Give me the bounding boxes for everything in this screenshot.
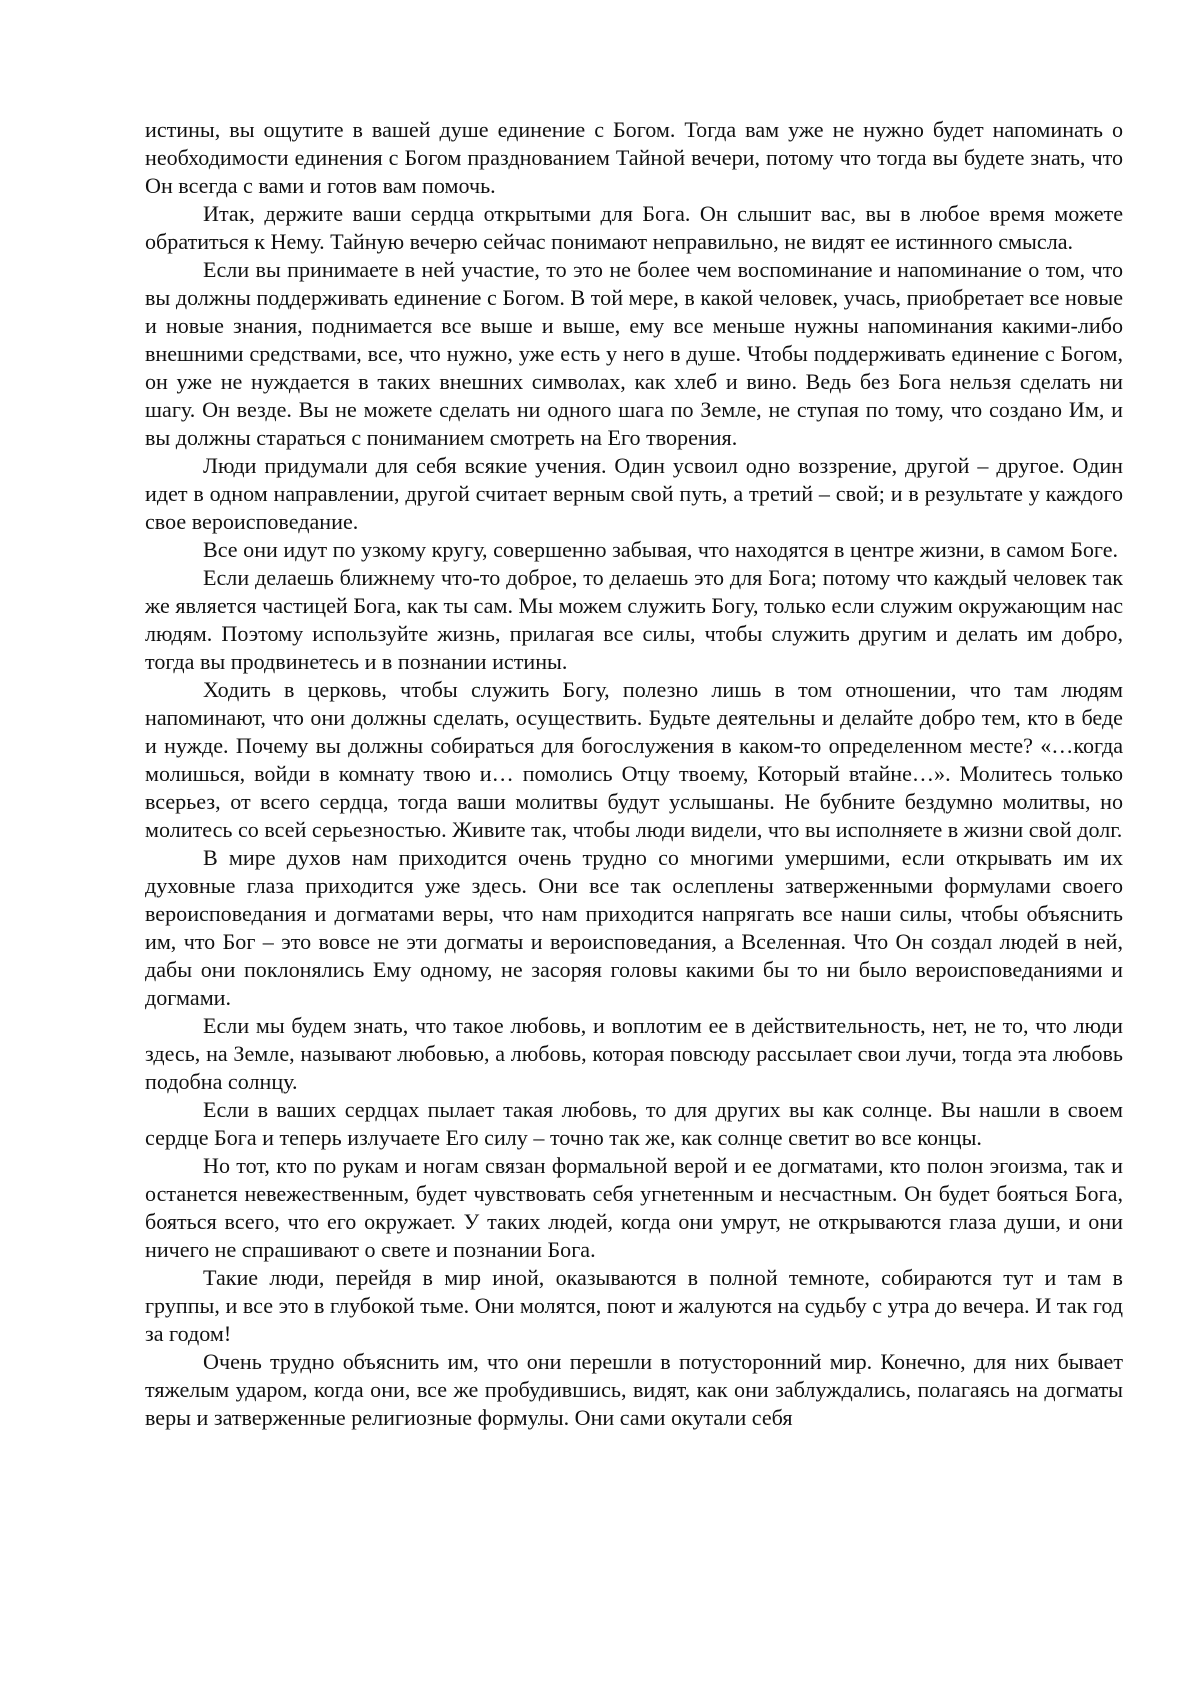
paragraph: Люди придумали для себя всякие учения. Один усвоил одно воззрение, другой – другое. Один идет в одном направлении, другой считает верным свой путь, а третий – свой; и в результате у каждого свое вероисповедание. bbox=[145, 453, 1123, 534]
paragraph: Такие люди, перейдя в мир иной, оказываются в полной темноте, собираются тут и там в группы, и все это в глубокой тьме. Они молятся, поют и жалуются на судьбу с утра до вечера. И так год за годом! bbox=[145, 1265, 1123, 1346]
paragraph: Если делаешь ближнему что-то доброе, то делаешь это для Бога; потому что каждый человек так же является частицей Бога, как ты сам. Мы можем служить Богу, только если служим окружающим нас людям. Поэтому используйте жизнь, прилагая все силы, чтобы служить другим и делать им добро, тогда вы продвинетесь и в познании истины. bbox=[145, 565, 1123, 674]
paragraph: Если в ваших сердцах пылает такая любовь, то для других вы как солнце. Вы нашли в своем сердце Бога и теперь излучаете Его силу – точно так же, как солнце светит во все концы. bbox=[145, 1097, 1123, 1150]
paragraph: Но тот, кто по рукам и ногам связан формальной верой и ее догматами, кто полон эгоизма, так и останется невежественным, будет чувствовать себя угнетенным и несчастным. Он будет бояться Бога, бояться всего, что его окружает. У таких людей, когда они умрут, не открываются глаза души, и они ничего не спрашивают о свете и познании Бога. bbox=[145, 1153, 1123, 1262]
document-body bbox=[145, 116, 1123, 1432]
paragraph: истины, вы ощутите в вашей душе единение с Богом. Тогда вам уже не нужно будет напоминать о необходимости единения с Богом празднованием Тайной вечери, потому что тогда вы будете знать, что Он всегда с вами и готов вам помочь. bbox=[145, 117, 1123, 198]
paragraph: Очень трудно объяснить им, что они перешли в потусторонний мир. Конечно, для них бывает тяжелым ударом, когда они, все же пробудившись, видят, как они заблуждались, полагаясь на догматы веры и затверженные религиозные формулы. Они сами окутали себя bbox=[145, 1349, 1123, 1430]
paragraph: В мире духов нам приходится очень трудно со многими умершими, если открывать им их духовные глаза приходится уже здесь. Они все так ослеплены затверженными формулами своего вероисповедания и догматами веры, что нам приходится напрягать все наши силы, чтобы объяснить им, что Бог – это вовсе не эти догматы и вероисповедания, а Вселенная. Что Он создал людей в ней, дабы они поклонялись Ему одному, не засоряя головы какими бы то ни было вероисповеданиями и догмами. bbox=[145, 845, 1123, 1010]
paragraph: Если вы принимаете в ней участие, то это не более чем воспоминание и напоминание о том, что вы должны поддерживать единение с Богом. В той мере, в какой человек, учась, приобретает все новые и новые знания, поднимается все выше и выше, ему все меньше нужны напоминания какими-либо внешними средствами, все, что нужно, уже есть у него в душе. Чтобы поддерживать единение с Богом, он уже не нуждается в таких внешних символах, как хлеб и вино. Ведь без Бога нельзя сделать ни шагу. Он везде. Вы не можете сделать ни одного шага по Земле, не ступая по тому, что создано Им, и вы должны стараться с пониманием смотреть на Его творения. bbox=[145, 257, 1123, 450]
paragraph: Итак, держите ваши сердца открытыми для Бога. Он слышит вас, вы в любое время можете обратиться к Нему. Тайную вечерю сейчас понимают неправильно, не видят ее истинного смысла. bbox=[145, 201, 1123, 254]
paragraph: Все они идут по узкому кругу, совершенно забывая, что находятся в центре жизни, в самом Боге. bbox=[203, 537, 1119, 562]
paragraph: Ходить в церковь, чтобы служить Богу, полезно лишь в том отношении, что там людям напоминают, что они должны сделать, осуществить. Будьте деятельны и делайте добро тем, кто в беде и нужде. Почему вы должны собираться для богослужения в каком-то определенном месте? «…когда молишься, войди в комнату твою и… помолись Отцу твоему, Который втайне…». Молитесь только всерьез, от всего сердца, тогда ваши молитвы будут услышаны. Не бубните бездумно молитвы, но молитесь со всей серьезностью. Живите так, чтобы люди видели, что вы исполняете в жизни свой долг. bbox=[145, 677, 1123, 842]
paragraph: Если мы будем знать, что такое любовь, и воплотим ее в действительность, нет, не то, что люди здесь, на Земле, называют любовью, а любовь, которая повсюду рассылает свои лучи, тогда эта любовь подобна солнцу. bbox=[145, 1013, 1123, 1094]
